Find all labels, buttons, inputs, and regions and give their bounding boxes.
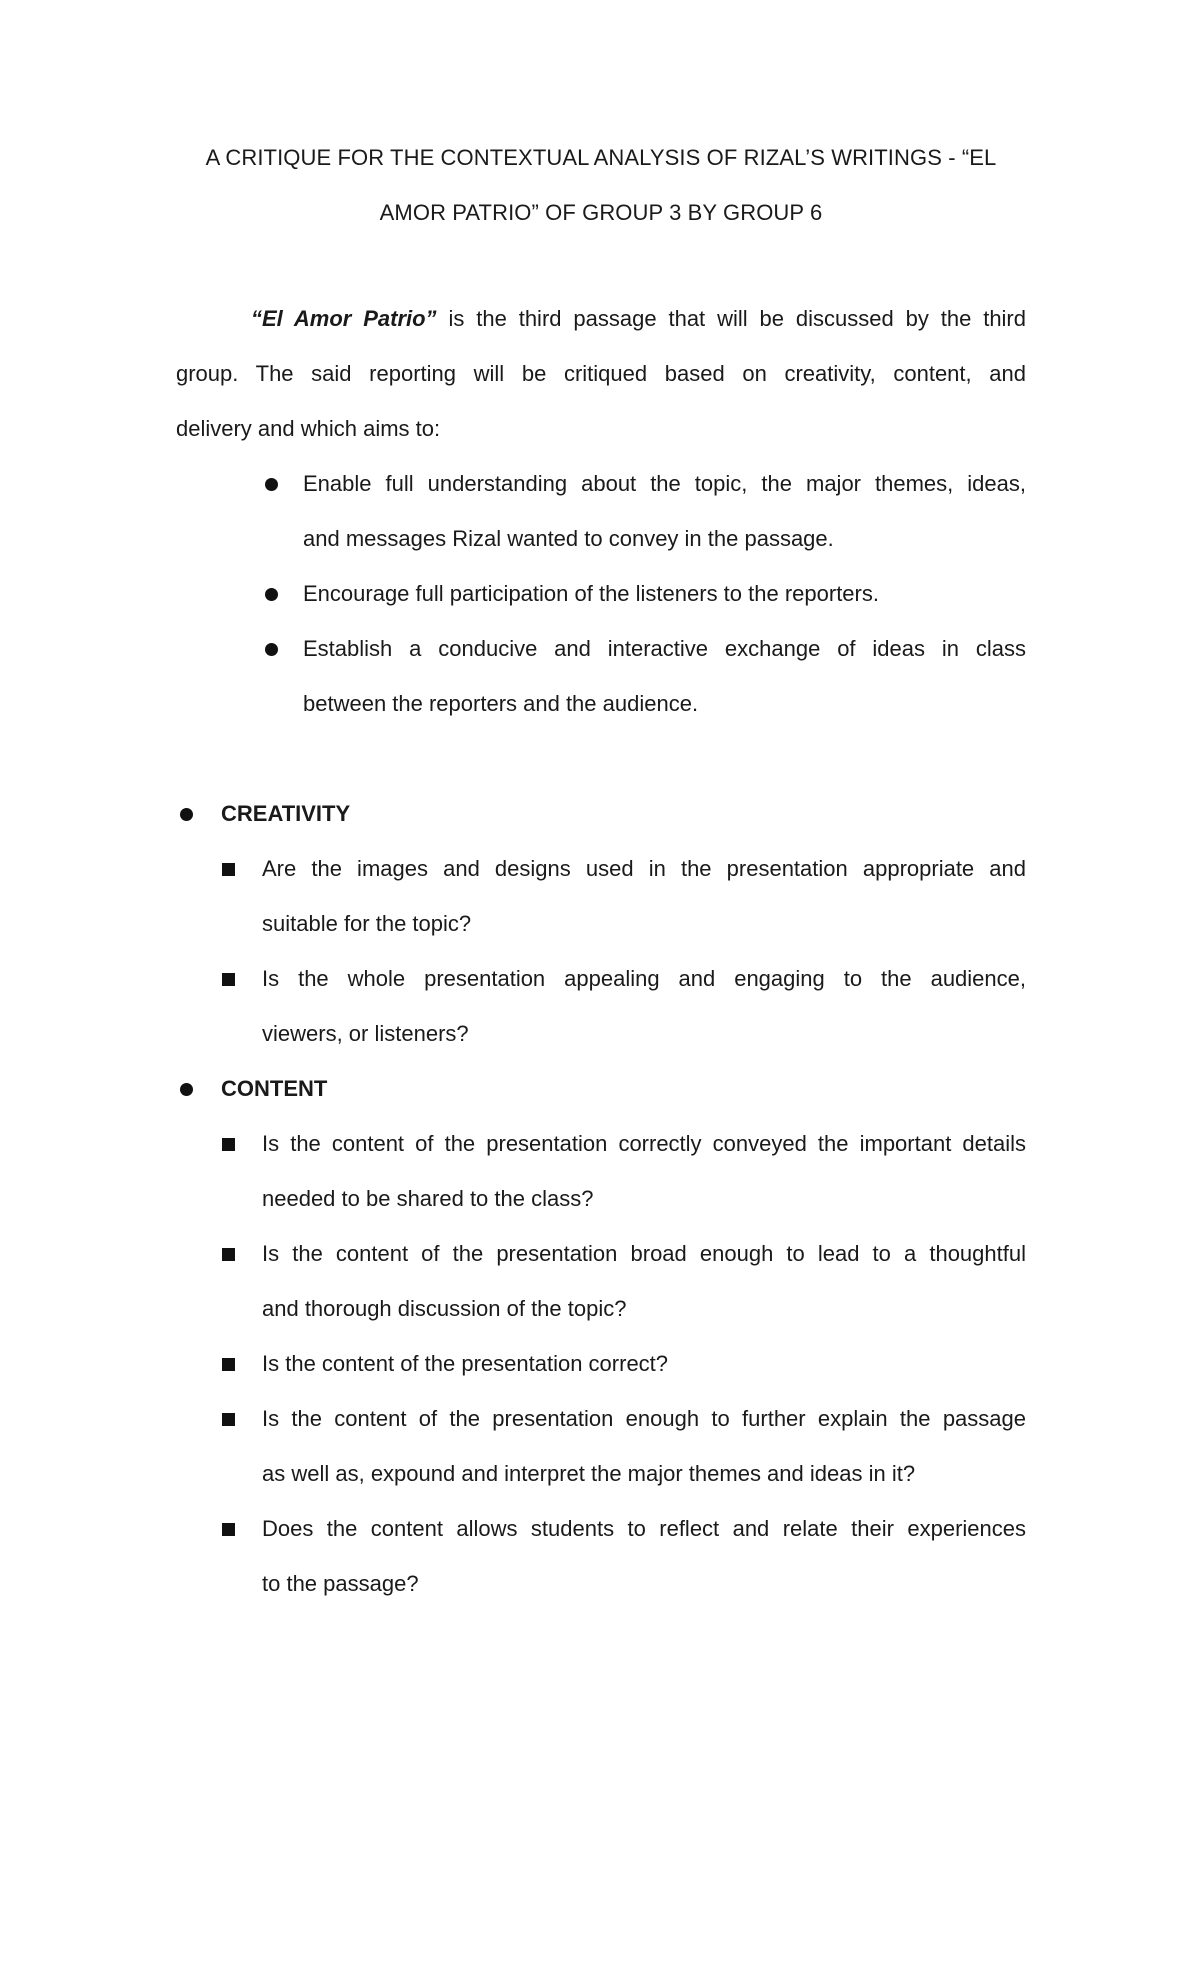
- bullet-dot-icon: [180, 1083, 193, 1096]
- creativity-q2-line-2: viewers, or listeners?: [262, 1021, 469, 1046]
- intro-emphasis: “El Amor Patrio”: [251, 306, 437, 331]
- content-q5-line-2: to the passage?: [262, 1571, 419, 1596]
- aim-2-line-1: Encourage full participation of the listeners to the reporters.: [303, 581, 879, 606]
- bullet-dot-icon: [265, 588, 278, 601]
- bullet-square-icon: [222, 1358, 235, 1371]
- title-line-2: AMOR PATRIO” OF GROUP 3 BY GROUP 6: [379, 200, 823, 225]
- bullet-square-icon: [222, 1248, 235, 1261]
- content-q5-line-1: Does the content allows students to reflect and relate their experiences: [262, 1516, 1026, 1541]
- bullet-dot-icon: [180, 808, 193, 821]
- section-heading-content: CONTENT: [221, 1076, 328, 1101]
- intro-line-1: [251, 304, 1026, 334]
- aim-1-line-1: Enable full understanding about the topic, the major themes, ideas,: [303, 471, 1026, 496]
- bullet-square-icon: [222, 863, 235, 876]
- content-q4-line-1: Is the content of the presentation enough to further explain the passage: [262, 1406, 1026, 1431]
- bullet-square-icon: [222, 1413, 235, 1426]
- content-q2-line-2: and thorough discussion of the topic?: [262, 1296, 627, 1321]
- bullet-dot-icon: [265, 478, 278, 491]
- bullet-square-icon: [222, 1523, 235, 1536]
- section-heading-creativity: CREATIVITY: [221, 801, 351, 826]
- bullet-square-icon: [222, 973, 235, 986]
- document-title: [176, 130, 1026, 240]
- aim-1-line-2: and messages Rizal wanted to convey in the passage.: [303, 526, 834, 551]
- creativity-q1-line-2: suitable for the topic?: [262, 911, 472, 936]
- aim-3-line-1: Establish a conducive and interactive exchange of ideas in class: [303, 636, 1026, 661]
- bullet-dot-icon: [265, 643, 278, 656]
- content-q3-line-1: Is the content of the presentation correct?: [262, 1351, 669, 1376]
- content-q2-line-1: Is the content of the presentation broad enough to lead to a thoughtful: [262, 1241, 1026, 1266]
- intro-line-1-text: is the third passage that will be discussed by the third: [436, 306, 1026, 331]
- intro-line-2: group. The said reporting will be critiqued based on creativity, content, and: [176, 361, 1026, 386]
- bullet-square-icon: [222, 1138, 235, 1151]
- aim-3-line-2: between the reporters and the audience.: [303, 691, 699, 716]
- creativity-q1-line-1: Are the images and designs used in the presentation appropriate and: [262, 856, 1026, 881]
- title-line-1: A CRITIQUE FOR THE CONTEXTUAL ANALYSIS OF RIZAL’S WRITINGS - “EL: [205, 145, 997, 170]
- intro-line-3: delivery and which aims to:: [176, 416, 441, 441]
- creativity-q2-line-1: Is the whole presentation appealing and engaging to the audience,: [262, 966, 1026, 991]
- content-q1-line-1: Is the content of the presentation correctly conveyed the important details: [262, 1131, 1026, 1156]
- content-q4-line-2: as well as, expound and interpret the major themes and ideas in it?: [262, 1461, 916, 1486]
- content-q1-line-2: needed to be shared to the class?: [262, 1186, 594, 1211]
